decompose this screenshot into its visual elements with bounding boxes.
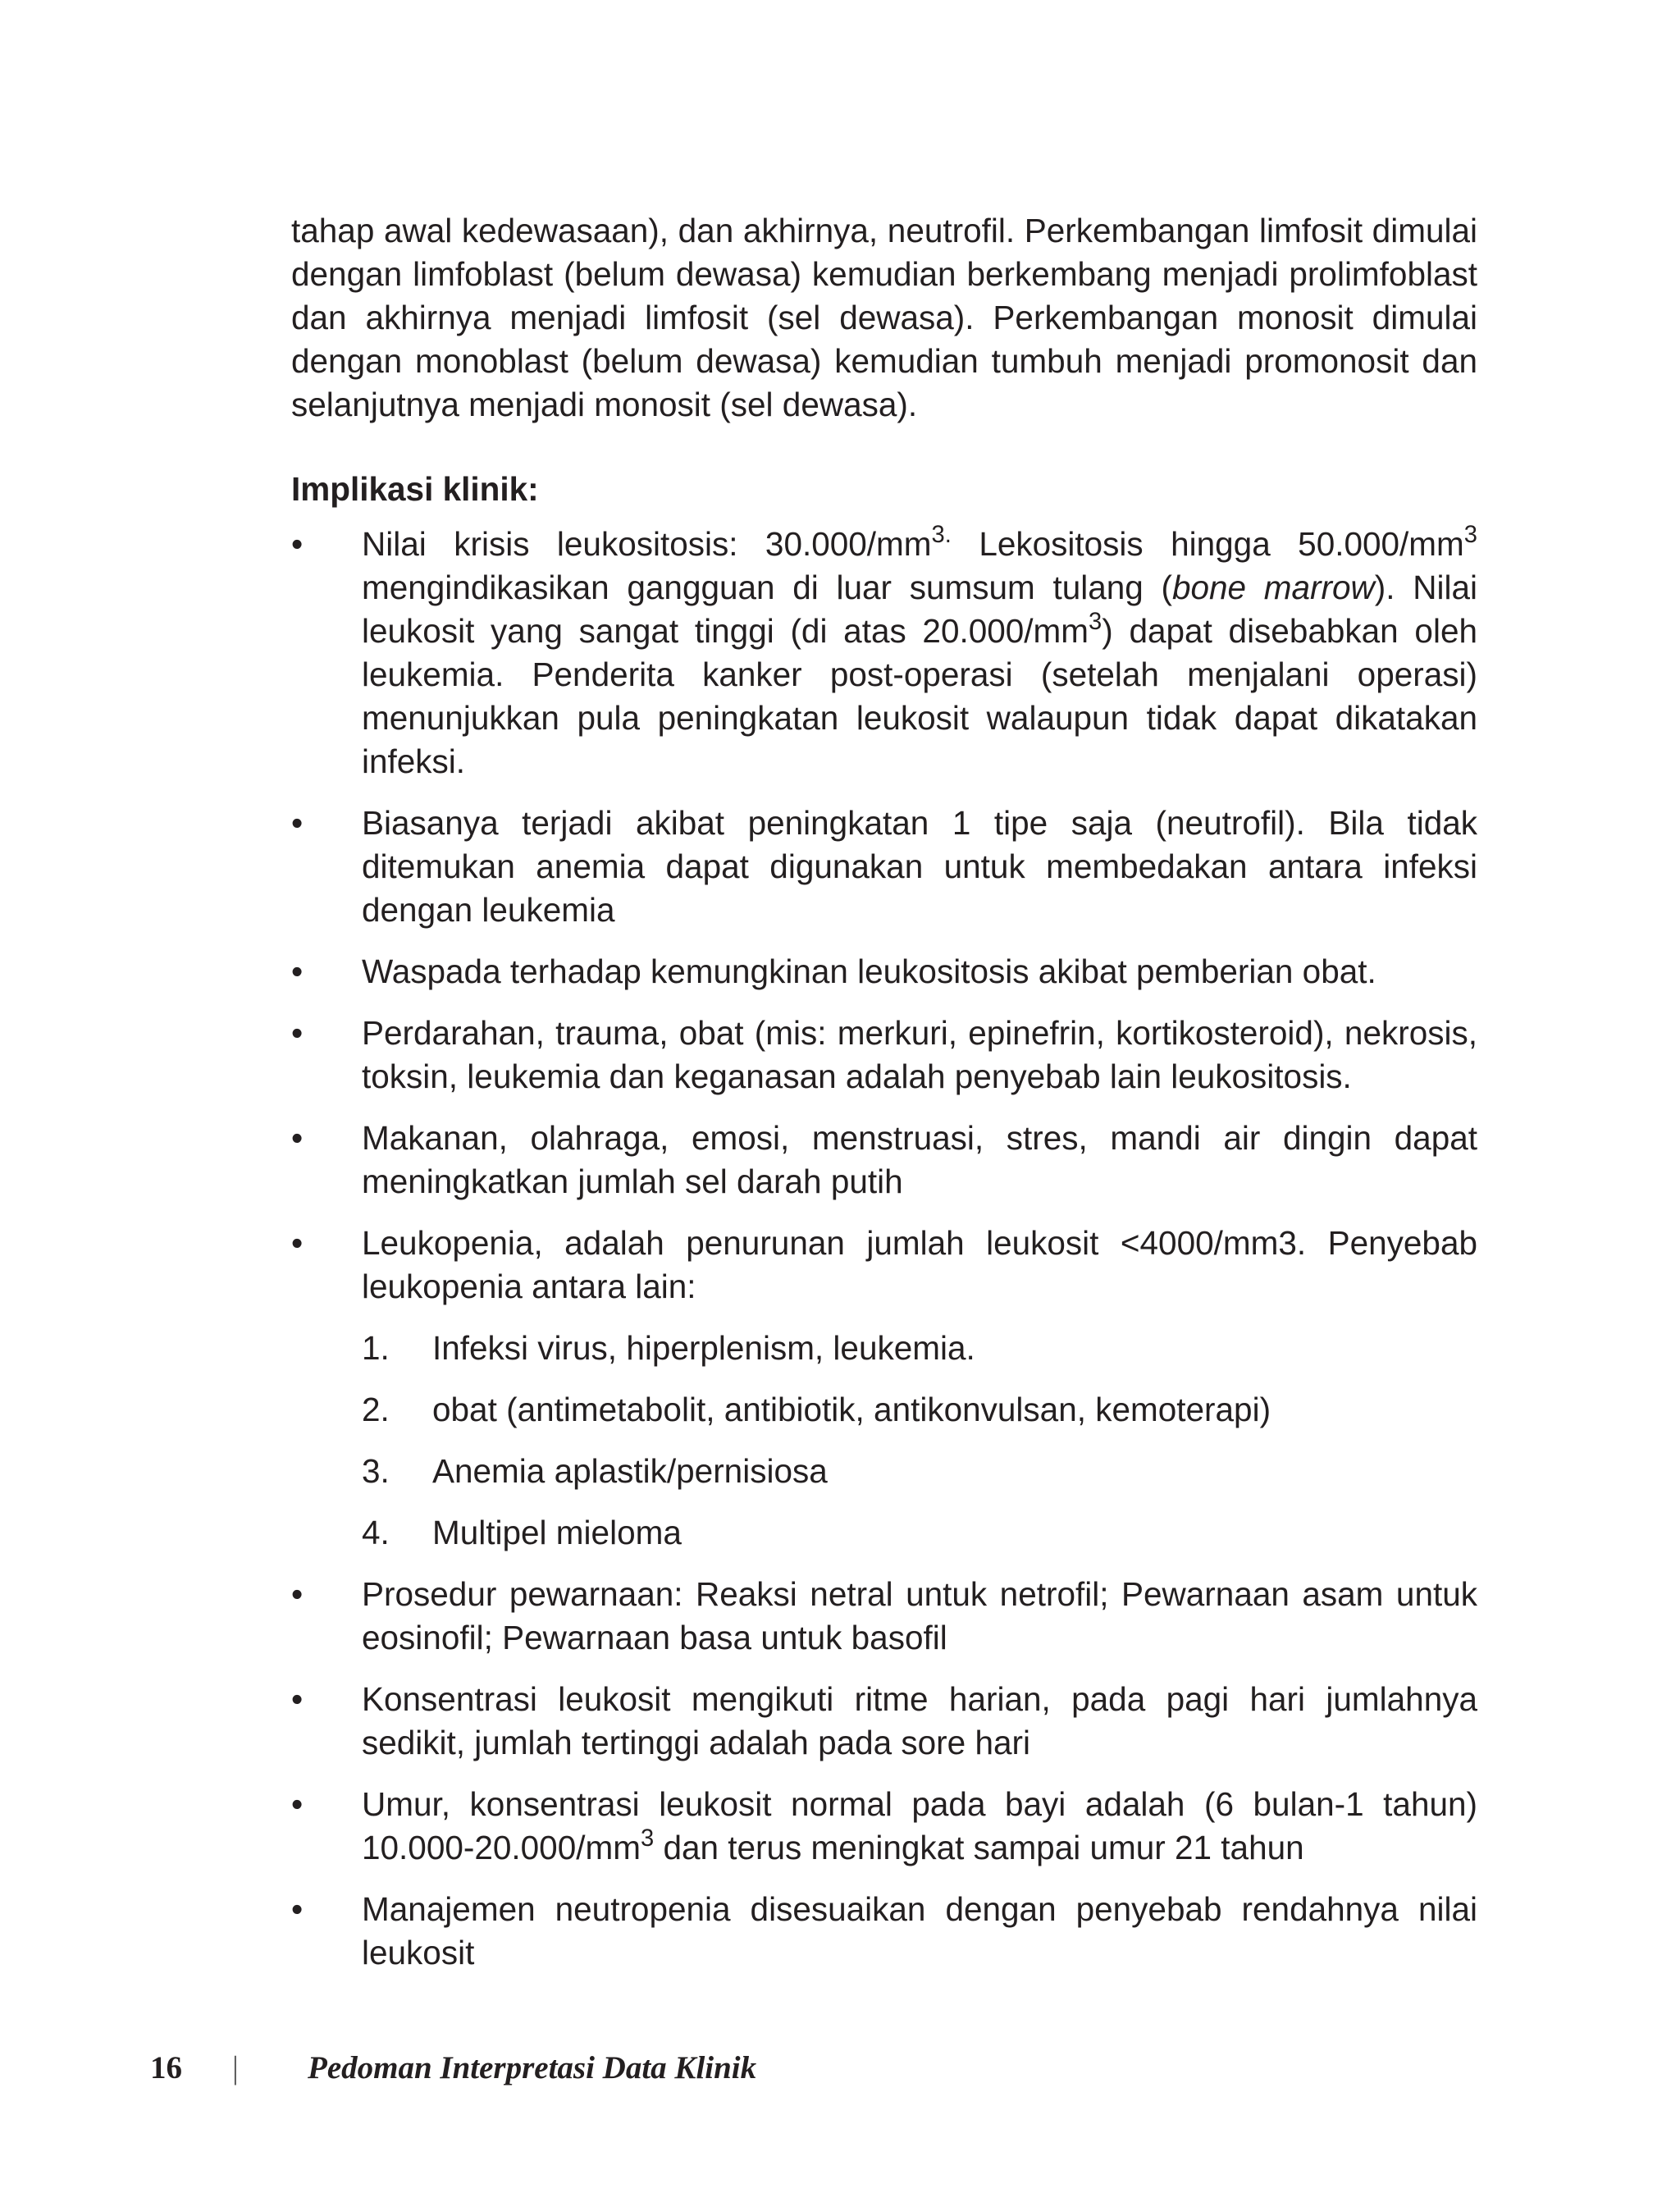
bullet-item-9 xyxy=(291,1783,1477,1870)
bullet-item-7 xyxy=(291,1573,1477,1660)
bullet-icon: • xyxy=(291,1575,304,1613)
bullet-icon: • xyxy=(291,1014,304,1052)
text-run: mengindikasikan gangguan di luar sumsum tulang ( xyxy=(362,569,1172,606)
bullet-text: Manajemen neutropenia disesuaikan dengan penyebab rendahnya nilai leukosit xyxy=(362,1890,1477,1971)
cause-item-3 xyxy=(362,1450,1477,1493)
bullet-icon: • xyxy=(291,1119,304,1157)
italic-term: bone marrow xyxy=(1171,569,1375,606)
page-number: 16 xyxy=(150,2049,182,2085)
bullet-icon: • xyxy=(291,525,304,563)
superscript: 3 xyxy=(1463,521,1477,548)
list-number: 1. xyxy=(362,1329,390,1367)
bullet-icon: • xyxy=(291,952,304,990)
text-run: Lekositosis hingga 50.000/mm xyxy=(951,525,1464,563)
cause-text: Multipel mieloma xyxy=(432,1514,682,1551)
bullet-item-1 xyxy=(291,523,1477,783)
footer-separator: | xyxy=(232,2049,239,2085)
bullet-item-2 xyxy=(291,802,1477,932)
list-number: 3. xyxy=(362,1452,390,1490)
bullet-text: Leukopenia, adalah penurunan jumlah leukosit <4000/mm3. Penyebab leukopenia antara lain: xyxy=(362,1224,1477,1305)
list-number: 4. xyxy=(362,1514,390,1551)
superscript: 3 xyxy=(1089,608,1102,635)
bullet-item-8 xyxy=(291,1678,1477,1765)
text-run: Umur, konsentrasi leukosit normal pada bayi adalah (6 bulan-1 tahun) 10.000-20.000/mm xyxy=(362,1785,1477,1866)
bullet-text: Konsentrasi leukosit mengikuti ritme harian, pada pagi hari jumlahnya sedikit, jumlah tertinggi adalah pada sore hari xyxy=(362,1680,1477,1761)
bullet-item-4 xyxy=(291,1012,1477,1099)
bullet-text: Perdarahan, trauma, obat (mis: merkuri, epinefrin, kortikosteroid), nekrosis, toksin, leukemia dan keganasan adalah penyebab lain leukositosis. xyxy=(362,1014,1477,1095)
bullet-text: Waspada terhadap kemungkinan leukositosis akibat pemberian obat. xyxy=(362,952,1376,990)
bullet-icon: • xyxy=(291,804,304,842)
cause-item-1 xyxy=(362,1327,1477,1370)
cause-text: Anemia aplastik/pernisiosa xyxy=(432,1452,828,1490)
bullet-icon: • xyxy=(291,1890,304,1928)
bullet-item-10 xyxy=(291,1888,1477,1975)
bullet-item-5 xyxy=(291,1117,1477,1204)
book-title: Pedoman Interpretasi Data Klinik xyxy=(308,2049,757,2085)
page-content xyxy=(291,209,1477,1993)
bullet-item-3 xyxy=(291,950,1477,994)
bullet-icon: • xyxy=(291,1224,304,1262)
intro-paragraph: tahap awal kedewasaan), dan akhirnya, neutrofil. Perkembangan limfosit dimulai dengan limfoblast (belum dewasa) kemudian berkembang menjadi prolimfoblast dan akhirnya menjadi limfosit (sel dewasa). Perkembangan monosit dimulai dengan monoblast (belum dewasa) kemudian tumbuh menjadi promonosit dan selanjutnya menjadi monosit (sel dewasa). xyxy=(291,212,1477,423)
page-footer xyxy=(150,2043,756,2092)
cause-text: obat (antimetabolit, antibiotik, antikonvulsan, kemoterapi) xyxy=(432,1391,1271,1428)
cause-item-4 xyxy=(362,1511,1477,1555)
list-number: 2. xyxy=(362,1391,390,1428)
text-run: dan terus meningkat sampai umur 21 tahun xyxy=(654,1829,1304,1866)
superscript: 3 xyxy=(640,1825,655,1852)
bullet-item-6 xyxy=(291,1222,1477,1555)
cause-item-2 xyxy=(362,1388,1477,1432)
bullet-text xyxy=(362,1783,1477,1870)
bullet-icon: • xyxy=(291,1785,304,1823)
bullet-text: Makanan, olahraga, emosi, menstruasi, stres, mandi air dingin dapat meningkatkan jumlah sel darah putih xyxy=(362,1119,1477,1200)
superscript: 3. xyxy=(931,521,952,548)
bullet-icon: • xyxy=(291,1680,304,1718)
clinical-implications-list xyxy=(291,523,1477,1975)
section-heading: Implikasi klinik: xyxy=(291,470,539,508)
bullet-text: Prosedur pewarnaan: Reaksi netral untuk netrofil; Pewarnaan asam untuk eosinofil; Pewarnaan basa untuk basofil xyxy=(362,1575,1477,1656)
bullet-text: Biasanya terjadi akibat peningkatan 1 tipe saja (neutrofil). Bila tidak ditemukan anemia dapat digunakan untuk membedakan antara infeksi dengan leukemia xyxy=(362,804,1477,929)
cause-text: Infeksi virus, hiperplenism, leukemia. xyxy=(432,1329,975,1367)
text-run: Nilai krisis leukositosis: 30.000/mm xyxy=(362,525,932,563)
text-run: ) dapat disebabkan oleh leukemia. Penderita kanker post-operasi (setelah menjalani operasi) menunjukkan pula peningkatan leukosit walaupun tidak dapat dikatakan infeksi. xyxy=(362,612,1477,780)
leukopenia-causes-list xyxy=(362,1327,1477,1555)
text-run: ). Nilai leukosit yang sangat tinggi (di atas 20.000/mm xyxy=(362,569,1478,650)
bullet-text xyxy=(362,523,1477,783)
